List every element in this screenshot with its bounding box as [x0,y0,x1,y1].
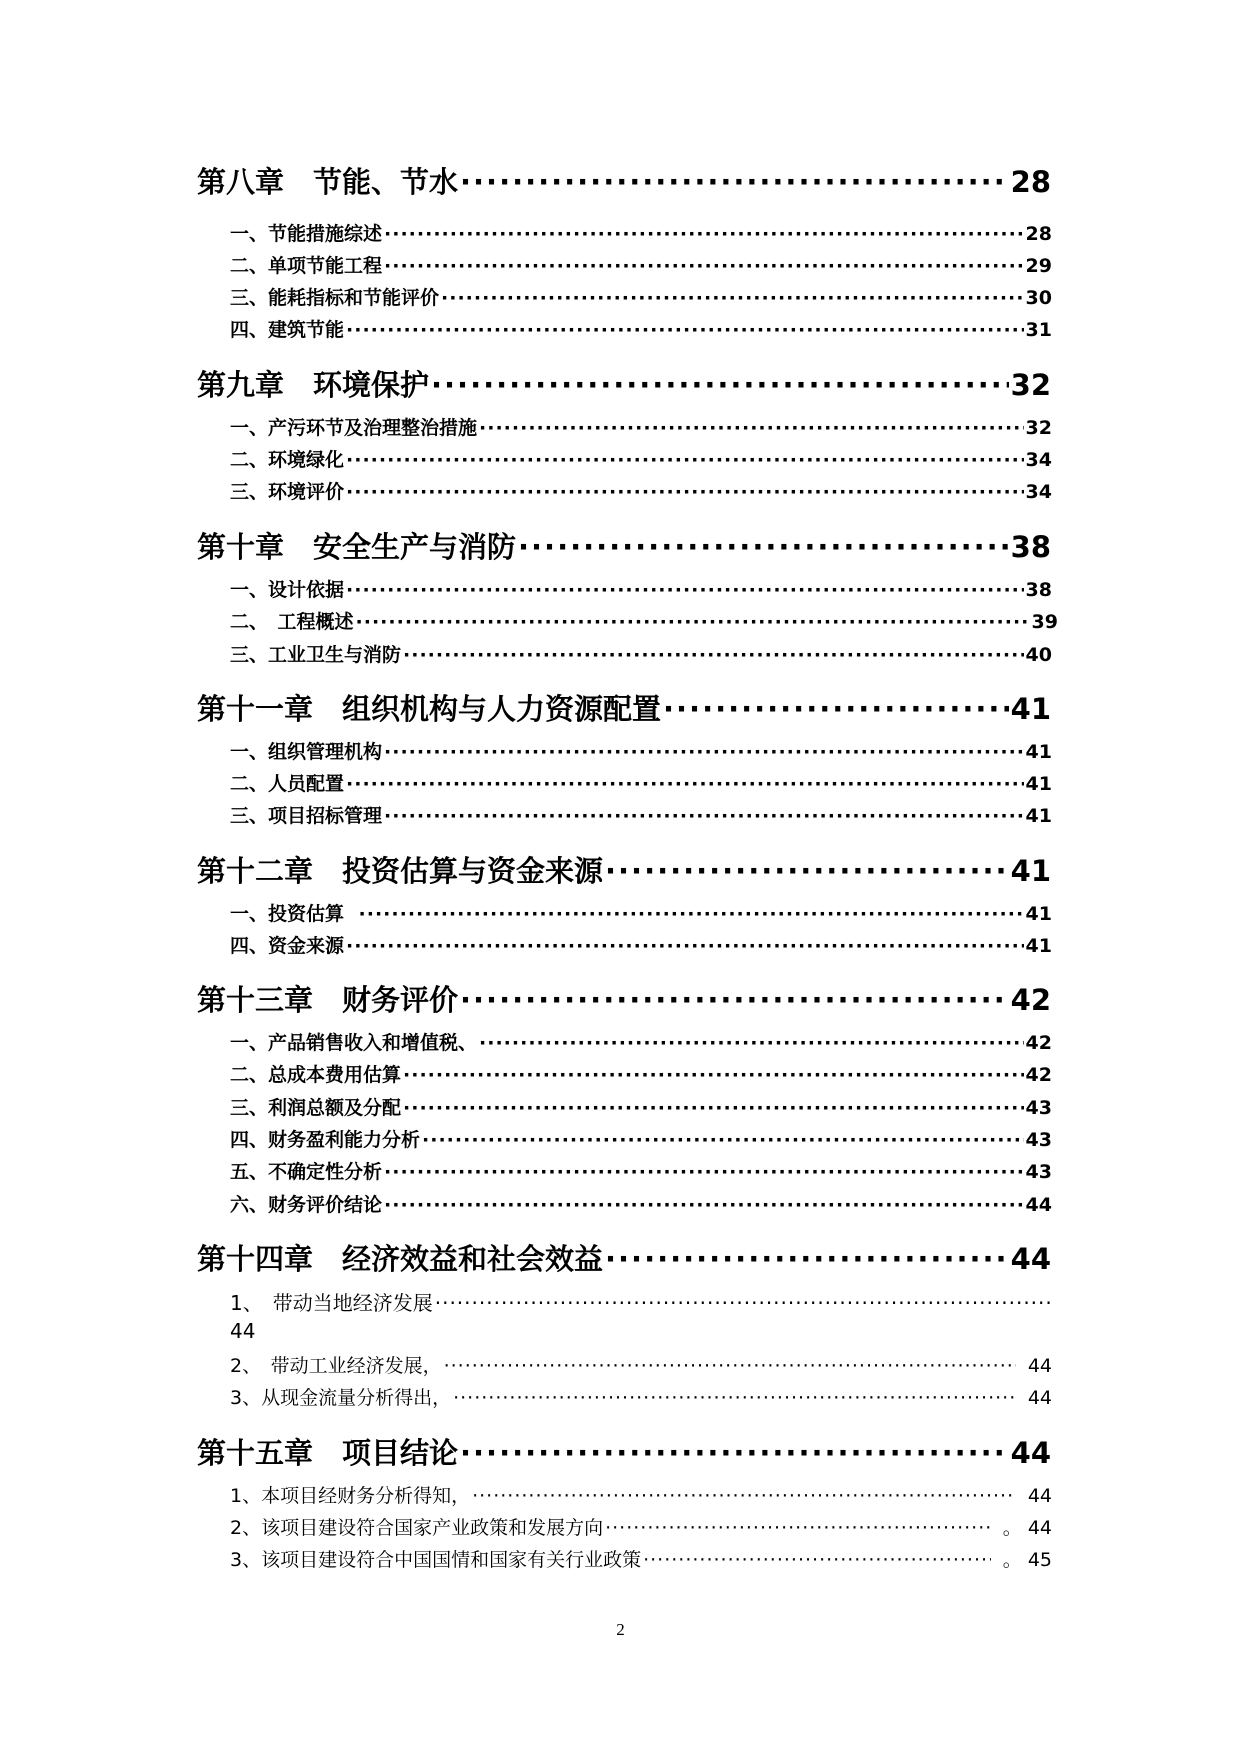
page-number: 38 [1010,530,1051,564]
dot-leader [384,805,1024,827]
section-title: 六、财务评价结论 [230,1194,383,1216]
dot-leader [346,319,1024,341]
dot-leader [384,223,1024,245]
toc-section[interactable] [230,413,1052,441]
section-title: 二、环境绿化 [230,449,345,471]
page-number: 41 [1025,903,1052,925]
toc-section[interactable] [230,283,1052,311]
dot-leader [460,165,1009,199]
toc-chapter-8[interactable] [197,160,1051,200]
toc-section[interactable] [230,575,1052,603]
page-number: 31 [1025,319,1052,341]
section-title: 一、设计依据 [230,579,345,601]
page-number: 29 [1025,255,1052,277]
toc-section[interactable] [230,801,1052,829]
toc-chapter-11[interactable] [197,687,1051,727]
section-title: 三、能耗指标和节能评价 [230,287,440,309]
toc-chapter-10[interactable] [197,525,1051,565]
item-title: 1、 带动当地经济发展 [230,1291,433,1315]
dot-leader [384,255,1024,277]
chapter-title: 第十章 安全生产与消防 [197,530,517,564]
section-title: 三、利润总额及分配 [230,1097,402,1119]
dot-leader [479,417,1024,439]
page-number: 43 [1025,1161,1052,1183]
section-title: 一、节能措施综述 [230,223,383,245]
page-number: 41 [1025,741,1052,763]
item-title: 3、该项目建设符合中国国情和国家有关行业政策 [230,1549,642,1571]
toc-chapter-12[interactable] [197,849,1051,889]
page-number: 44 [1027,1485,1052,1507]
section-title: 三、工业卫生与消防 [230,644,402,666]
dot-leader [384,1194,1024,1216]
page-footer-number: 2 [616,1620,625,1639]
toc-section[interactable] [230,1190,1052,1218]
section-title: 三、环境评价 [230,481,345,503]
section-title: 一、产污环节及治理整治措施 [230,417,478,439]
page-number: 43 [1025,1097,1052,1119]
page-number: 44 [1027,1355,1052,1377]
dot-leader [663,692,1009,726]
chapter-title: 第十一章 组织机构与人力资源配置 [197,692,662,726]
dot-leader [403,1064,1024,1086]
dot-leader [460,983,1009,1017]
toc-chapter-13[interactable] [197,978,1051,1018]
page-number: 41 [1010,692,1051,726]
dot-leader [403,1097,1024,1119]
toc-item[interactable] [230,1545,1052,1573]
item-title: 2、 带动工业经济发展， [230,1355,442,1377]
toc-item[interactable] [230,1481,1052,1509]
toc-section[interactable] [230,315,1052,343]
toc-chapter-14[interactable] [197,1237,1051,1277]
toc-item-wrapped[interactable] [230,1287,1052,1316]
page-number: 41 [1025,805,1052,827]
page-number: 41 [1025,935,1052,957]
dot-leader [472,1485,1016,1507]
dot-leader [431,368,1009,402]
toc-item[interactable] [230,1513,1052,1541]
chapter-title: 第十四章 经济效益和社会效益 [197,1242,604,1276]
dot-leader [605,1242,1009,1276]
item-title: 2、该项目建设符合国家产业政策和发展方向 [230,1517,604,1539]
page-number: 41 [1010,854,1051,888]
dot-leader [346,579,1024,601]
toc-section[interactable] [230,477,1052,505]
toc-section[interactable] [230,899,1052,927]
dot-leader [346,449,1024,471]
page-number: 34 [1025,449,1052,471]
toc-section[interactable] [230,251,1052,279]
dot-leader [403,644,1024,666]
section-title: 一、投资估算 [230,903,345,925]
toc-section[interactable] [230,737,1052,765]
page-number: 44 [1010,1242,1051,1276]
chapter-title: 第十三章 财务评价 [197,983,459,1017]
page-number: 39 [1031,611,1058,633]
dot-leader [346,481,1024,503]
toc-chapter-9[interactable] [197,363,1051,403]
toc-item[interactable] [230,1383,1052,1411]
page-number: 38 [1025,579,1052,601]
dot-leader [453,1387,1016,1409]
page-number: 42 [1025,1032,1052,1054]
page-number: 。 44 [1002,1517,1052,1539]
toc-section[interactable] [230,640,1052,668]
page-number: 42 [1025,1064,1052,1086]
dot-leader [605,1517,991,1539]
item-title: 3、从现金流量分析得出， [230,1387,452,1409]
page-number: 44 [1025,1194,1052,1216]
dot-leader [444,1355,1016,1377]
dot-leader [518,530,1009,564]
dot-leader [460,1436,1009,1470]
page-number: 44 [1010,1436,1051,1470]
page-number: 32 [1010,368,1051,402]
chapter-title: 第十二章 投资估算与资金来源 [197,854,604,888]
dot-leader [441,287,1024,309]
dot-leader [346,935,1024,957]
section-title: 一、组织管理机构 [230,741,383,763]
page-number: 28 [1010,165,1051,199]
dot-leader [435,1291,1050,1315]
dot-leader [479,1032,1024,1054]
dot-leader [643,1549,991,1571]
toc-section[interactable] [230,1028,1052,1056]
page-number: 40 [1025,644,1052,666]
page-number: 32 [1025,417,1052,439]
page-number: 28 [1025,223,1052,245]
toc-section[interactable] [230,931,1052,959]
page-number: 34 [1025,481,1052,503]
dot-leader [422,1129,1024,1151]
dot-leader [356,611,1030,633]
page-number: 44 [230,1319,256,1343]
section-title: 五、不确定性分析 [230,1161,383,1183]
dot-leader [605,854,1009,888]
toc-item[interactable] [230,1351,1052,1379]
page-number: 44 [1027,1387,1052,1409]
dot-leader [359,903,1024,925]
toc-section[interactable] [230,219,1052,247]
toc-section[interactable] [230,1125,1052,1153]
section-title: 三、项目招标管理 [230,805,383,827]
page-number: 41 [1025,773,1052,795]
toc-section[interactable] [230,1093,1052,1121]
section-title: 四、财务盈利能力分析 [230,1129,421,1151]
toc-section[interactable] [230,445,1052,473]
section-title: 二、总成本费用估算 [230,1064,402,1086]
section-title: 二、单项节能工程 [230,255,383,277]
chapter-title: 第八章 节能、节水 [197,165,459,199]
page-number: 。 45 [1002,1549,1052,1571]
dot-leader [384,1161,1024,1183]
page-number: 30 [1025,287,1052,309]
toc-section[interactable] [230,1060,1052,1088]
toc-section[interactable] [230,769,1052,797]
page-number: 43 [1025,1129,1052,1151]
toc-chapter-15[interactable] [197,1431,1051,1471]
section-title: 二、人员配置 [230,773,345,795]
toc-section[interactable] [230,607,1058,635]
section-title: 二、 工程概述 [230,611,354,633]
dot-leader [346,773,1024,795]
page-number: 42 [1010,983,1051,1017]
chapter-title: 第十五章 项目结论 [197,1436,459,1470]
section-title: 四、资金来源 [230,935,345,957]
chapter-title: 第九章 环境保护 [197,368,430,402]
section-title: 一、产品销售收入和增值税、 [230,1032,478,1054]
item-title: 1、本项目经财务分析得知， [230,1485,471,1507]
dot-leader [384,741,1024,763]
section-title: 四、建筑节能 [230,319,345,341]
toc-section[interactable] [230,1157,1052,1185]
